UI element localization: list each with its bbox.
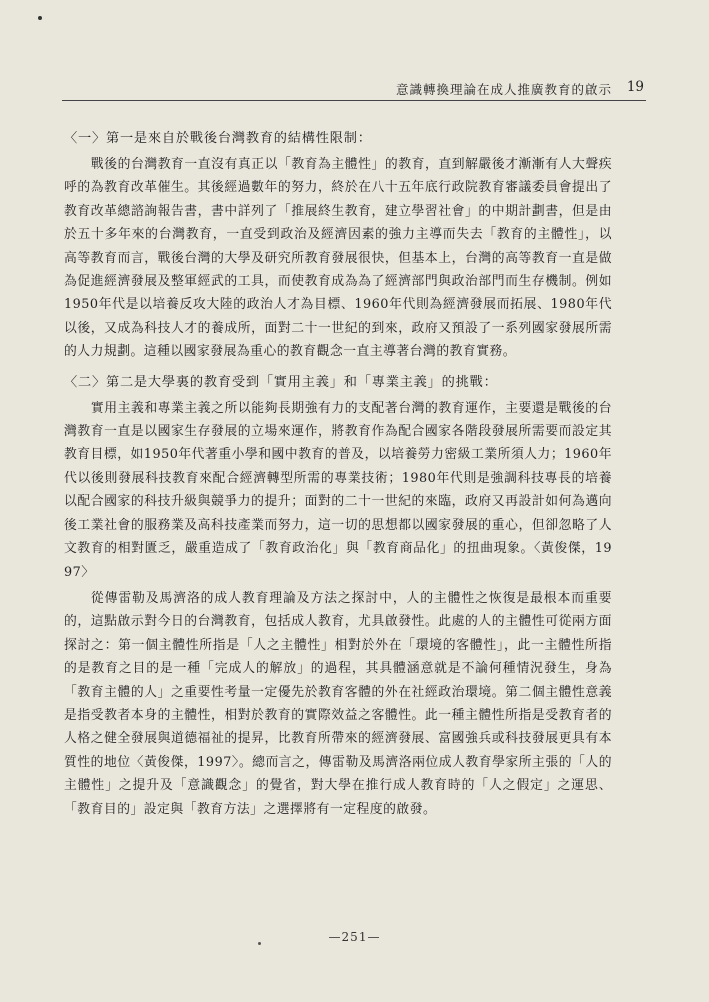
running-header [62, 78, 646, 101]
section-heading-1: 〈一〉第一是來自於戰後台灣教育的結構性限制： [64, 131, 372, 146]
paragraph-3: 從傳雷勒及馬濟洛的成人教育理論及方法之探討中，人的主體性之恢復是最根本而重要的，這點啟示對今日的台灣教育，包括成人教育，尤具啟發性。此處的人的主體性可從兩方面探討之：第一個主體性所指是「人之主體性」相對於外在「環境的客體性」，此一主體性所指的是教育之目的是一種「完成人的解放」的過程，其具體涵意就是不論何種情況發生，身為「教育主體的人」之重要性考量一定優先於教育客體的外在社經政治環境。第二個主體性意義是指受教者本身的主體性，相對於教育的實際效益之客體性。此一種主體性所指是受教育者的人格之健全發展與道德福祉的提昇，比教育所帶來的經濟發展、富國強兵或科技發展更具有本質性的地位〈黃俊傑，1997〉。總而言之，傳雷勒及馬濟洛兩位成人教育學家所主張的「人的主體性」之提升及「意識觀念」的覺省，對大學在推行成人教育時的「人之假定」之運思、「教育目的」設定與「教育方法」之選擇將有一定程度的啟發。 [64, 590, 612, 817]
header-page-number: 19 [626, 79, 644, 95]
body-text [64, 128, 612, 821]
section-heading-2: 〈二〉第二是大學裏的教育受到「實用主義」和「專業主義」的挑戰： [64, 374, 498, 390]
header-title: 意識轉換理論在成人推廣教育的啟示 [395, 82, 612, 97]
paragraph-1: 戰後的台灣教育一直沒有真正以「教育為主體性」的教育，直到解嚴後才漸漸有人大聲疾呼的為教育改革催生。其後經過數年的努力，終於在八十五年底行政院教育審議委員會提出了教育改革總諮詢報告書，書中詳列了「推展終生教育，建立學習社會」的中期計劃書，但是由於五十多年來的台灣教育，一直受到政治及經濟因素的強力主導而失去「教育的主體性」，以高等教育而言，戰後台灣的大學及研究所教育發展很快，但基本上，台灣的高等教育一直是做為促進經濟發展及整軍經武的工具，而使教育成為為了經濟部門與政治部門而生存機制。例如1950年代是以培養反攻大陸的政治人才為目標、1960年代則為經濟發展而拓展、1980年代以後，又成為科技人才的養成所，面對二十一世紀的到來，政府又預設了一系列國家發展所需的人力規劃。這種以國家發展為重心的教育觀念一直主導著台灣的教育實務。 [64, 157, 612, 360]
footer-page-number: —251— [328, 930, 381, 944]
paragraph-2: 實用主義和專業主義之所以能夠長期強有力的支配著台灣的教育運作，主要還是戰後的台灣教育一直是以國家生存發展的立場來運作，將教育作為配合國家各階段發展所需要而設定其教育目標，如1950年代著重小學和國中教育的普及，以培養勞力密級工業所須人力；1960年代以後則發展科技教育來配合經濟轉型所需的專業技術；1980年代則是強調科技專長的培養以配合國家的科技升級與競爭力的提升；面對的二十一世紀的來臨，政府又再設計如何為邁向後工業社會的服務業及高科技產業而努力，這一切的思想都以國家發展的重心，但卻忽略了人文教育的相對匱乏，嚴重造成了「教育政治化」與「教育商品化」的扭曲現象。〈黃俊傑，1997〉 [64, 400, 612, 580]
scan-dot [38, 16, 42, 20]
